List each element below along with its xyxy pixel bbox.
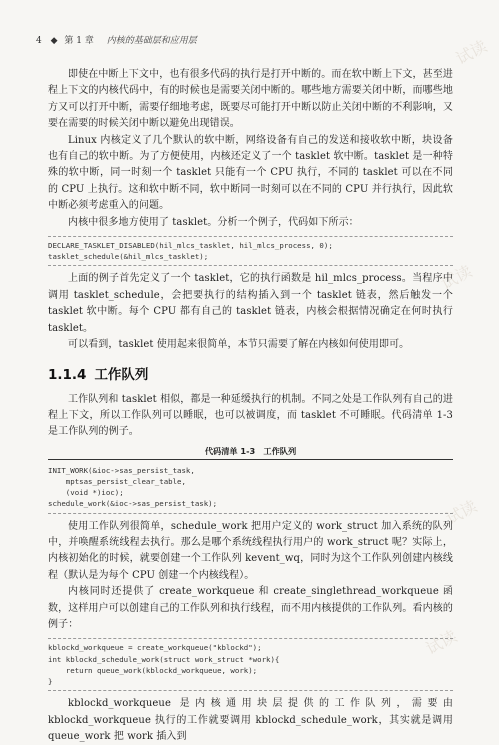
paragraph: 使用工作队列很简单，schedule_work 把用户定义的 work_struct 加入系统的队列中，并唤醒系统线程去执行。那么是哪个系统线程执行用户的 work_struct 呢？实际上，内核初始化的时候，就要创建一个工作队列 kevent_wq，同时为这个工作队列创建内核线程（默认是为每个 CPU 创建一个内核线程）。	[48, 520, 453, 581]
section-title: 工作队列	[94, 366, 149, 383]
paragraph: 工作队列和 tasklet 相似，都是一种延缓执行的机制。不同之处是工作队列有自己的进程上下文，所以工作队列可以睡眠，也可以被调度，而 tasklet 不可睡眠。代码清单 1-3 是工作队列的例子。	[48, 393, 453, 438]
page-number: 4	[36, 36, 42, 46]
section-heading	[48, 363, 453, 383]
watermark: 试读	[442, 496, 481, 529]
caption-rule	[48, 459, 453, 460]
chapter-label: 第 1 章	[64, 36, 94, 46]
paragraph: 即使在中断上下文中，也有很多代码的执行是打开中断的。而在软中断上下文，甚至进程上下文的内核代码中，有的时候也是需要关闭中断的。哪些地方需要关闭中断，而哪些地方又可以打开中断，需要仔细地考虑，既要尽可能打开中断以防止关闭中断的不利影响，又要在需要的时候关闭中断以避免出现错误。	[48, 69, 453, 130]
paragraph: 上面的例子首先定义了一个 tasklet，它的执行函数是 hil_mlcs_process。当程序中调用 tasklet_schedule，会把要执行的结构插入到一个 tasklet 链表，然后触发一个 tasklet 软中断。每个 CPU 都有自己的 tasklet 链表，内核会根据情况确定在何时执行 tasklet。	[48, 273, 453, 334]
watermark: 试读	[422, 626, 461, 659]
watermark: 试读	[452, 36, 491, 69]
code-block: INIT_WORK(&ioc->sas_persist_task, mptsas_persist_clear_table, (void *)ioc); schedule_work(&ioc->sas_persist_task);	[48, 462, 453, 514]
paragraph: 可以看到，tasklet 使用起来很简单，本节只需要了解在内核如何使用即可。	[68, 339, 410, 351]
page-body	[48, 67, 453, 745]
running-header	[36, 33, 469, 46]
code-block: DECLARE_TASKLET_DISABLED(hil_mlcs_tasklet, hil_mlcs_process, 0); tasklet_schedule(&hil_mlcs_tasklet);	[48, 236, 453, 266]
code-block: kblockd_workqueue = create_workqueue("kblockd"); int kblockd_schedule_work(struct work_struct *work){ return queue_work(kblockd_workqueue, work); }	[48, 638, 453, 691]
paragraph: 内核中很多地方使用了 tasklet。分析一个例子，代码如下所示：	[68, 216, 359, 228]
section-number: 1.1.4	[48, 366, 87, 383]
diamond-icon: ◆	[50, 36, 58, 46]
paragraph: 内核同时还提供了 create_workqueue 和 create_singlethread_workqueue 函数，这样用户可以创建自己的工作队列和执行线程，而不用内核提供的工作队列。看内核的例子：	[48, 586, 453, 630]
paragraph: kblockd_workqueue 是内核通用块层提供的工作队列，需要由 kblockd_workqueue 执行的工作就要调用 kblockd_schedule_work，其实就是调用 queue_work 把 work 插入到	[48, 698, 453, 742]
paragraph: Linux 内核定义了几个默认的软中断，网络设备有自己的发送和接收软中断，块设备也有自己的软中断。为了方便使用，内核还定义了一个 tasklet 软中断。tasklet 是一种特殊的软中断，同一时刻一个 tasklet 只能有一个 CPU 执行，不同的 tasklet 可以在不同的 CPU 上执行。这和软中断不同，软中断同一时刻可以在不同的 CPU 并行执行，因此软中断必须考虑重入的问题。	[48, 134, 453, 212]
listing-caption: 代码清单 1-3 工作队列	[204, 445, 297, 456]
watermark: 试读	[437, 261, 476, 294]
chapter-title: 内核的基础层和应用层	[106, 36, 197, 46]
